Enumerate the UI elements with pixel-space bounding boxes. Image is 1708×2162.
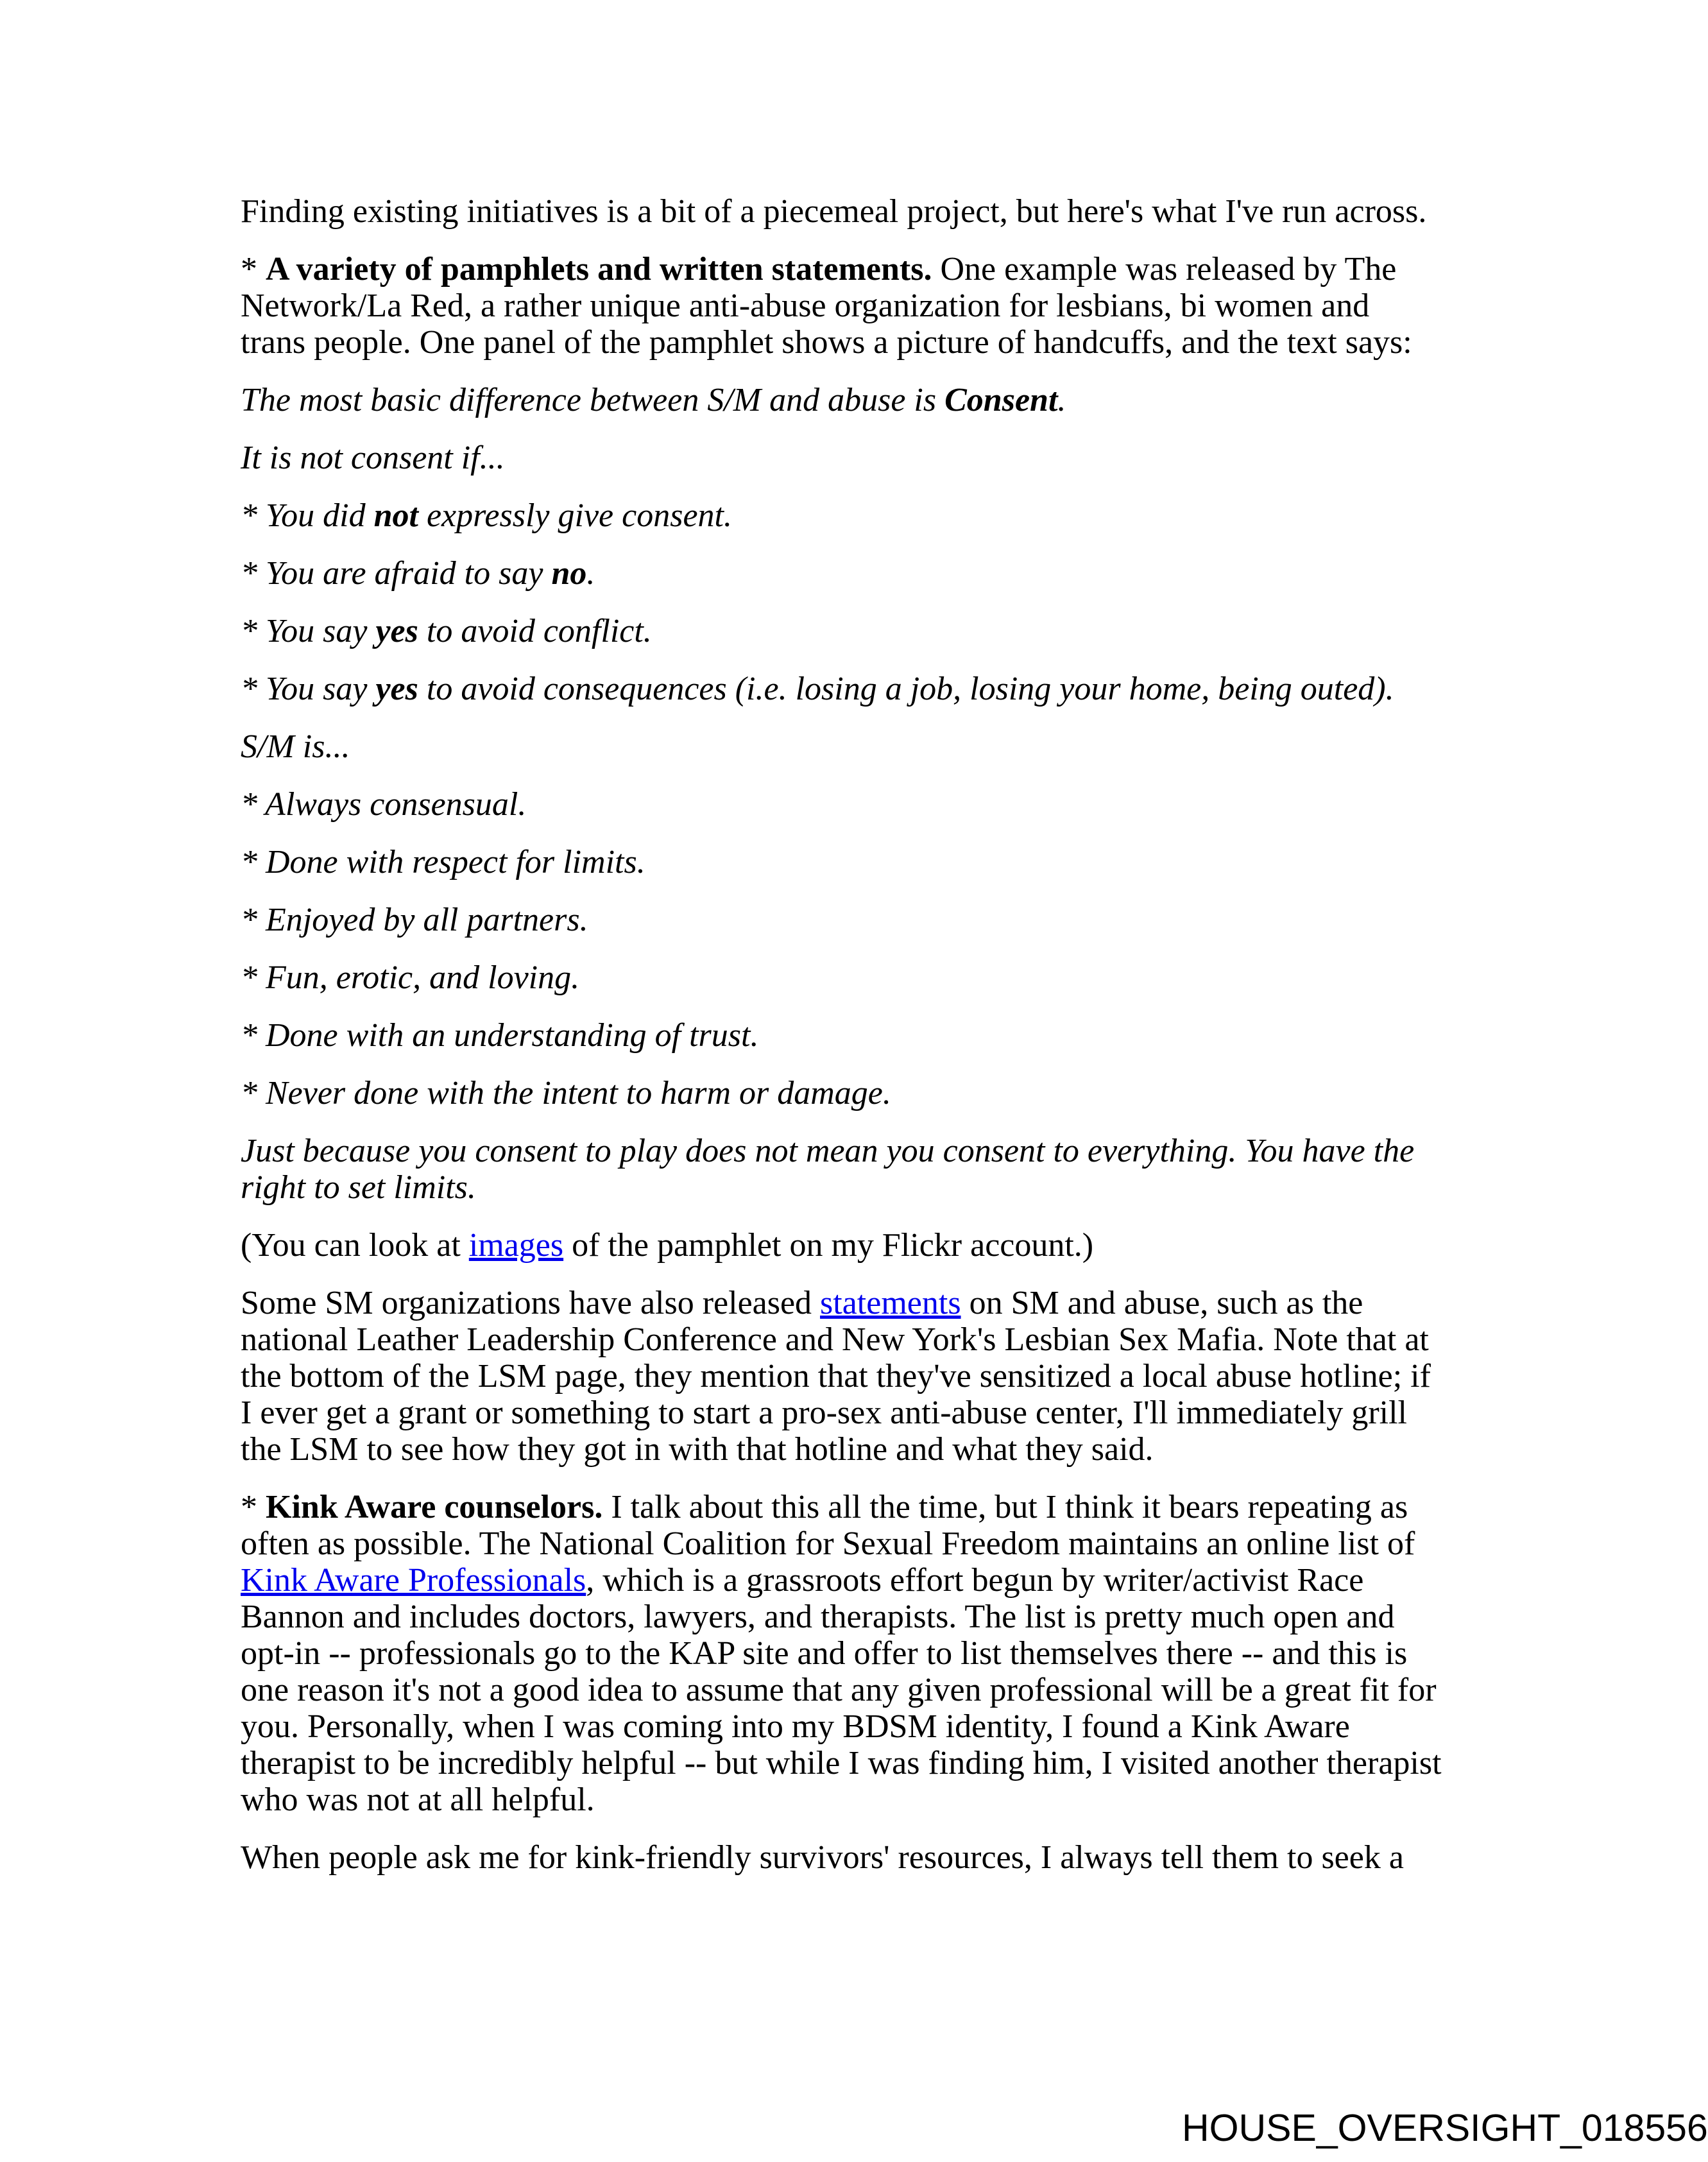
paragraph: [241, 251, 1428, 361]
text-line: [241, 193, 1428, 230]
text-line: [241, 1017, 1428, 1054]
text-line: [241, 1075, 1428, 1111]
emphasized-text: yes: [375, 671, 418, 707]
paragraph: [241, 786, 1428, 823]
text-run: Network/La Red, a rather unique anti-abuse organization for lesbians, bi women and: [241, 287, 1370, 324]
text-line: [241, 1635, 1428, 1672]
text-run: * Always consensual.: [241, 786, 527, 823]
emphasized-text: A variety of pamphlets and written statements.: [266, 251, 932, 287]
text-run: , which is a grassroots effort begun by writer/activist Race: [586, 1562, 1364, 1599]
paragraph: [241, 1227, 1428, 1264]
text-run: you. Personally, when I was coming into my BDSM identity, I found a Kink Aware: [241, 1708, 1350, 1745]
text-run: opt-in -- professionals go to the KAP site and offer to list themselves there -- and this is: [241, 1635, 1408, 1672]
text-line: [241, 1672, 1437, 1708]
text-run: right to set limits.: [241, 1169, 476, 1206]
text-line: [241, 1745, 1442, 1781]
paragraph: [241, 382, 1428, 418]
text-line: [241, 1599, 1428, 1635]
text-line: [241, 1562, 1428, 1599]
text-run: therapist to be incredibly helpful -- but while I was finding him, I visited another therapist: [241, 1745, 1442, 1781]
paragraph: [241, 1489, 1442, 1818]
text-line: [241, 555, 1428, 592]
paragraph: [241, 728, 1428, 765]
text-run: When people ask me for kink-friendly survivors' resources, I always tell them to seek a: [241, 1839, 1404, 1876]
text-line: [241, 1227, 1428, 1264]
text-run: * Done with an understanding of trust.: [241, 1017, 759, 1054]
paragraph: [241, 497, 1428, 534]
text-run: expressly give consent.: [418, 497, 732, 534]
text-run: who was not at all helpful.: [241, 1781, 595, 1818]
text-run: It is not consent if...: [241, 440, 505, 476]
text-run: * You say: [241, 613, 376, 649]
text-line: [241, 1394, 1428, 1431]
text-run: of the pamphlet on my Flickr account.): [563, 1227, 1094, 1264]
text-run: often as possible. The National Coalition for Sexual Freedom maintains an online list of: [241, 1525, 1415, 1562]
text-run: Some SM organizations have also released: [241, 1285, 821, 1321]
text-line: [241, 959, 1428, 996]
text-line: [241, 671, 1428, 707]
paragraph: [241, 193, 1428, 230]
paragraph: [241, 555, 1428, 592]
paragraph: [241, 902, 1428, 938]
text-line: [241, 382, 1428, 418]
hyperlink[interactable]: statements: [820, 1285, 961, 1321]
paragraph: [241, 1017, 1428, 1054]
text-run: the bottom of the LSM page, they mention that they've sensitized a local abuse hotline; if: [241, 1358, 1431, 1394]
paragraph: [241, 844, 1428, 880]
text-run: * You did: [241, 497, 374, 534]
bates-number: HOUSE_OVERSIGHT_018556: [1182, 2107, 1708, 2149]
paragraph: [241, 1133, 1428, 1206]
text-line: [241, 1708, 1428, 1745]
text-line: [241, 1781, 1428, 1818]
text-run: * Enjoyed by all partners.: [241, 902, 588, 938]
text-line: [241, 902, 1428, 938]
text-run: * Done with respect for limits.: [241, 844, 645, 880]
text-run: * Fun, erotic, and loving.: [241, 959, 580, 996]
text-line: [241, 1133, 1428, 1169]
text-run: Finding existing initiatives is a bit of a piecemeal project, but here's what I've run across.: [241, 193, 1427, 230]
paragraph: [241, 613, 1428, 649]
text-line: [241, 786, 1428, 823]
text-line: [241, 1489, 1428, 1525]
emphasized-text: no: [551, 555, 587, 592]
text-line: [241, 1839, 1428, 1876]
text-line: [241, 497, 1428, 534]
text-run: The most basic difference between S/M and abuse is: [241, 382, 945, 418]
text-run: * You say: [241, 671, 376, 707]
emphasized-text: yes: [375, 613, 418, 649]
text-run: *: [241, 1489, 266, 1525]
text-run: .: [1057, 382, 1066, 418]
paragraph: [241, 1285, 1431, 1468]
paragraph: [241, 959, 1428, 996]
text-line: [241, 844, 1428, 880]
text-line: [241, 1321, 1428, 1358]
text-run: (You can look at: [241, 1227, 469, 1264]
text-line: [241, 728, 1428, 765]
emphasized-text: Consent: [944, 382, 1058, 418]
emphasized-text: not: [373, 497, 418, 534]
text-run: to avoid conflict.: [418, 613, 652, 649]
hyperlink[interactable]: images: [468, 1227, 564, 1264]
text-line: [241, 1358, 1431, 1394]
text-run: Bannon and includes doctors, lawyers, and therapists. The list is pretty much open and: [241, 1599, 1395, 1635]
emphasized-text: Kink Aware counselors.: [266, 1489, 603, 1525]
text-run: S/M is...: [241, 728, 350, 765]
text-run: I ever get a grant or something to start a pro-sex anti-abuse center, I'll immediately grill: [241, 1394, 1407, 1431]
paragraph: [241, 1075, 1428, 1111]
text-line: [241, 1285, 1428, 1321]
text-run: to avoid consequences (i.e. losing a job, losing your home, being outed).: [418, 671, 1394, 707]
paragraph: [241, 671, 1428, 707]
text-run: *: [241, 251, 266, 287]
text-run: the LSM to see how they got in with that hotline and what they said.: [241, 1431, 1154, 1468]
text-run: national Leather Leadership Conference and New York's Lesbian Sex Mafia. Note that at: [241, 1321, 1429, 1358]
document-body: [241, 193, 1442, 1897]
text-line: [241, 613, 1428, 649]
text-line: [241, 251, 1428, 287]
text-run: * You are afraid to say: [241, 555, 552, 592]
text-line: [241, 1525, 1428, 1562]
text-run: * Never done with the intent to harm or damage.: [241, 1075, 891, 1111]
text-run: on SM and abuse, such as the: [961, 1285, 1363, 1321]
paragraph: [241, 440, 1428, 476]
text-line: [241, 1431, 1428, 1468]
text-line: [241, 440, 1428, 476]
text-run: trans people. One panel of the pamphlet shows a picture of handcuffs, and the text says:: [241, 324, 1412, 361]
text-run: One example was released by The: [932, 251, 1397, 287]
text-run: one reason it's not a good idea to assume that any given professional will be a great fit for: [241, 1672, 1437, 1708]
text-run: I talk about this all the time, but I think it bears repeating as: [602, 1489, 1408, 1525]
text-run: Just because you consent to play does not mean you consent to everything. You have the: [241, 1133, 1415, 1169]
text-line: [241, 1169, 1428, 1206]
paragraph: [241, 1839, 1428, 1876]
text-run: .: [586, 555, 595, 592]
hyperlink[interactable]: Kink Aware Professionals: [241, 1562, 586, 1599]
text-line: [241, 287, 1428, 324]
text-line: [241, 324, 1428, 361]
